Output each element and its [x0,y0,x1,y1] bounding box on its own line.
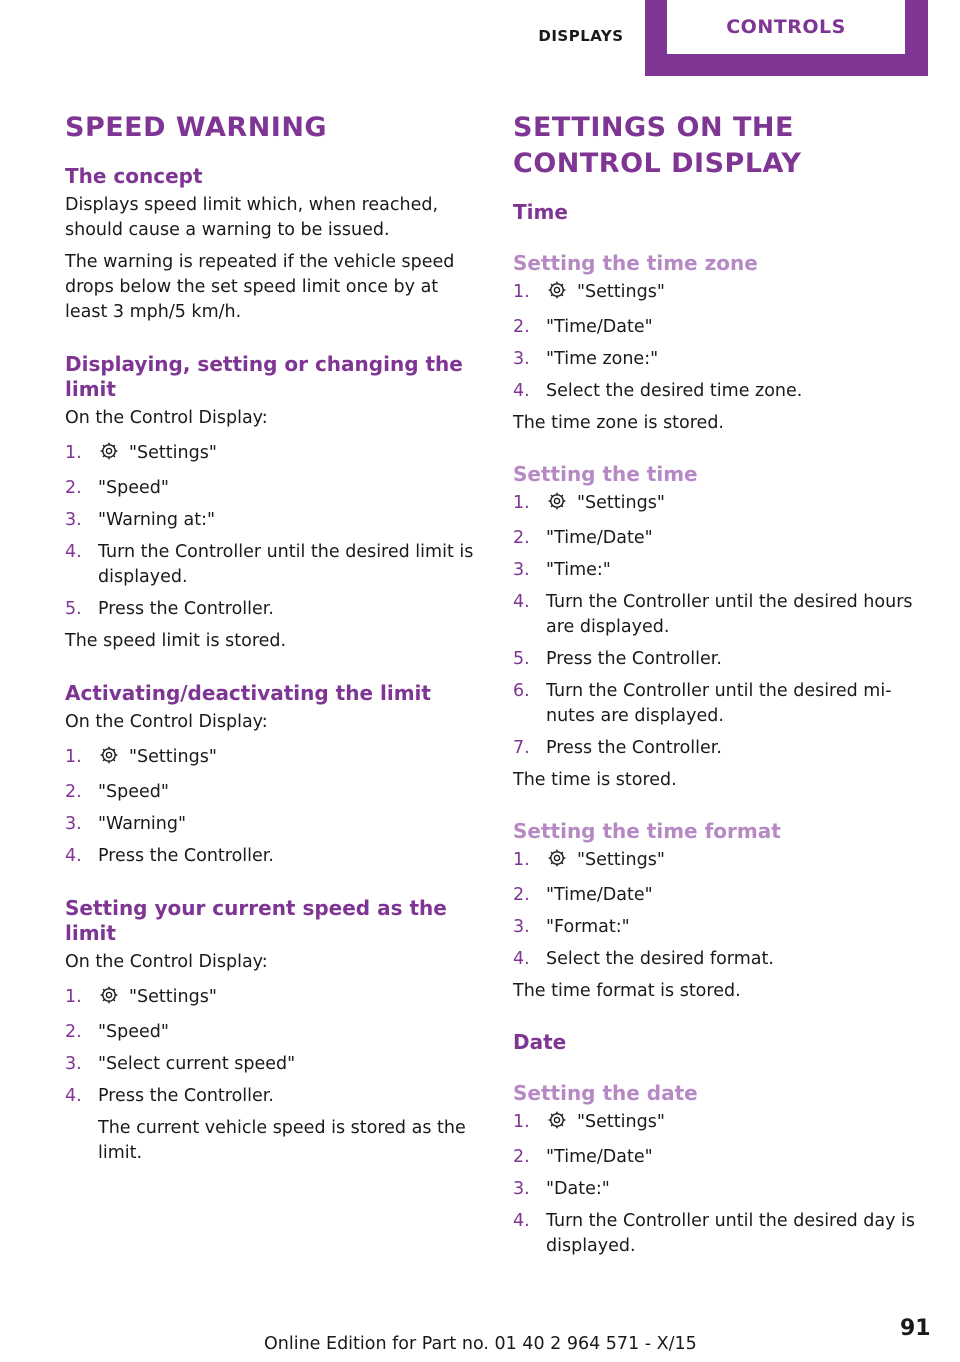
step-body [546,347,923,372]
concept-paragraph-1: Displays speed limit which, when reached, should cause a warning to be issued. [65,195,439,240]
section-title-speed-warning: SPEED WARNING [65,112,328,143]
list-item [65,540,485,590]
step-number: 1. [65,987,82,1007]
step-number: 3. [513,917,530,937]
step-number: 2. [513,1147,530,1167]
time-format-outro: The time format is stored. [513,981,741,1001]
step-number: 4. [65,1086,82,1106]
step-number: 2. [65,1022,82,1042]
gear-icon [98,985,120,1013]
step-body [546,947,923,972]
step-number: 3. [513,560,530,580]
step-text: "Settings" [577,282,665,302]
gear-icon [546,280,568,308]
step-text: "Time/Date" [546,528,653,548]
step-body [546,280,923,308]
step-number: 6. [513,681,530,701]
set-date-steps [513,1110,923,1259]
step-text: Turn the Controller until the desired mi‐ nutes are displayed. [546,681,892,726]
step-text: Select the desired time zone. [546,381,803,401]
step-text: "Settings" [577,493,665,513]
step-number: 4. [513,592,530,612]
step-body [98,985,485,1013]
step-number: 2. [513,528,530,548]
footer [0,1316,960,1360]
step-number: 1. [65,443,82,463]
step-body [98,1020,485,1045]
list-item [513,558,923,583]
step-text: Press the Controller. [98,846,274,866]
list-item [65,597,485,622]
list-item [65,441,485,469]
gear-icon [98,745,120,773]
step-body [98,476,485,501]
step-body [98,745,485,773]
step-body [98,844,485,869]
header-tab-displays: DISPLAYS [538,27,624,45]
step-body [546,558,923,583]
gear-icon [546,491,568,519]
heading-time: Time [513,200,568,224]
step-number: 4. [65,846,82,866]
step-text: "Time/Date" [546,885,653,905]
step-text: "Time/Date" [546,1147,653,1167]
step-number: 2. [65,782,82,802]
step-number: 3. [65,1054,82,1074]
step-body [546,679,923,729]
list-item [513,848,923,876]
time-format-steps [513,848,923,972]
activate-limit-steps [65,745,485,869]
list-item [513,1209,923,1259]
step-body [546,491,923,519]
step-text: "Time/Date" [546,317,653,337]
list-item [513,736,923,761]
header-tab-controls: CONTROLS [667,0,905,54]
list-item [65,844,485,869]
list-item [513,883,923,908]
step-text: "Speed" [98,782,169,802]
step-body [98,780,485,805]
step-text: "Warning at:" [98,510,216,530]
header-tab-controls-frame [645,0,928,76]
list-item [513,647,923,672]
list-item [65,780,485,805]
step-body [98,1052,485,1077]
step-body [546,379,923,404]
step-number: 7. [513,738,530,758]
list-item [513,491,923,519]
step-body [98,508,485,533]
set-time-steps [513,491,923,761]
step-text: "Format:" [546,917,630,937]
step-body [546,848,923,876]
step-body [98,441,485,469]
list-item [65,985,485,1013]
step-text: Press the Controller. [98,599,274,619]
list-item [513,947,923,972]
step-body [546,1110,923,1138]
list-item [65,476,485,501]
step-number: 5. [513,649,530,669]
step-number: 1. [513,850,530,870]
step-text: Select the desired format. [546,949,774,969]
step-text: "Select current speed" [98,1054,296,1074]
step-number: 1. [513,282,530,302]
step-body [546,590,923,640]
step-text: "Settings" [129,747,217,767]
step-number: 3. [65,814,82,834]
list-item [513,280,923,308]
current-speed-intro: On the Control Display: [65,952,268,972]
step-number: 4. [513,1211,530,1231]
step-body [98,540,485,590]
list-item [513,915,923,940]
activate-limit-intro: On the Control Display: [65,712,268,732]
step-body [98,1084,485,1109]
step-text: "Time:" [546,560,611,580]
list-item [513,679,923,729]
step-text: "Warning" [98,814,187,834]
step-number: 4. [513,381,530,401]
list-item [513,379,923,404]
step-number: 3. [65,510,82,530]
step-number: 1. [513,493,530,513]
heading-current-speed: Setting your current speed as the limit [65,896,447,945]
step-body [546,315,923,340]
set-time-outro: The time is stored. [513,770,677,790]
current-speed-note: The current vehicle speed is stored as the limit. [98,1118,466,1163]
list-item [513,1177,923,1202]
step-body [546,1209,923,1259]
right-column [513,110,923,1266]
step-number: 1. [65,747,82,767]
gear-icon [546,1110,568,1138]
step-body [98,597,485,622]
current-speed-steps [65,985,485,1109]
list-item [513,347,923,372]
step-body [546,883,923,908]
step-number: 1. [513,1112,530,1132]
page-number: 91 [900,1316,931,1341]
step-text: Press the Controller. [546,738,722,758]
heading-time-format: Setting the time format [513,819,781,843]
list-item [513,590,923,640]
heading-concept: The concept [65,164,203,188]
step-body [546,1145,923,1170]
list-item [65,812,485,837]
step-number: 4. [65,542,82,562]
heading-display-limit: Displaying, setting or changing the limit [65,352,463,401]
step-body [98,812,485,837]
heading-set-time: Setting the time [513,462,698,486]
step-text: "Date:" [546,1179,610,1199]
step-number: 4. [513,949,530,969]
list-item [65,1052,485,1077]
list-item [65,508,485,533]
time-zone-outro: The time zone is stored. [513,413,724,433]
time-zone-steps [513,280,923,404]
step-number: 5. [65,599,82,619]
list-item [513,526,923,551]
section-title-settings: SETTINGS ON THE CONTROL DISPLAY [513,112,802,179]
step-body [546,526,923,551]
step-body [546,915,923,940]
step-text: "Settings" [129,987,217,1007]
step-text: Press the Controller. [546,649,722,669]
display-limit-steps [65,441,485,622]
step-text: "Settings" [577,850,665,870]
step-text: Turn the Controller until the desired limit is displayed. [98,542,474,587]
step-text: "Speed" [98,478,169,498]
step-number: 2. [65,478,82,498]
footer-edition: Online Edition for Part no. 01 40 2 964 571 - X/15 [264,1334,697,1354]
step-text: Turn the Controller until the desired day is displayed. [546,1211,916,1256]
step-text: "Time zone:" [546,349,659,369]
list-item [65,1020,485,1045]
step-number: 3. [513,1179,530,1199]
step-text: "Speed" [98,1022,169,1042]
heading-date: Date [513,1030,567,1054]
step-body [546,647,923,672]
step-text: Press the Controller. [98,1086,274,1106]
step-number: 2. [513,317,530,337]
step-text: "Settings" [129,443,217,463]
display-limit-outro: The speed limit is stored. [65,631,287,651]
step-text: Turn the Controller until the desired hours are displayed. [546,592,913,637]
heading-set-date: Setting the date [513,1081,698,1105]
left-column [65,110,485,1166]
heading-activate-limit: Activating/deactivating the limit [65,681,431,705]
step-number: 2. [513,885,530,905]
heading-time-zone: Setting the time zone [513,251,758,275]
display-limit-intro: On the Control Display: [65,408,268,428]
step-body [546,1177,923,1202]
step-body [546,736,923,761]
gear-icon [546,848,568,876]
concept-paragraph-2: The warning is repeated if the vehicle speed drops below the set speed limit once by at least 3 mph/5 km/h. [65,252,455,322]
step-number: 3. [513,349,530,369]
list-item [513,1110,923,1138]
list-item [513,1145,923,1170]
gear-icon [98,441,120,469]
step-text: "Settings" [577,1112,665,1132]
list-item [513,315,923,340]
list-item [65,1084,485,1109]
list-item [65,745,485,773]
